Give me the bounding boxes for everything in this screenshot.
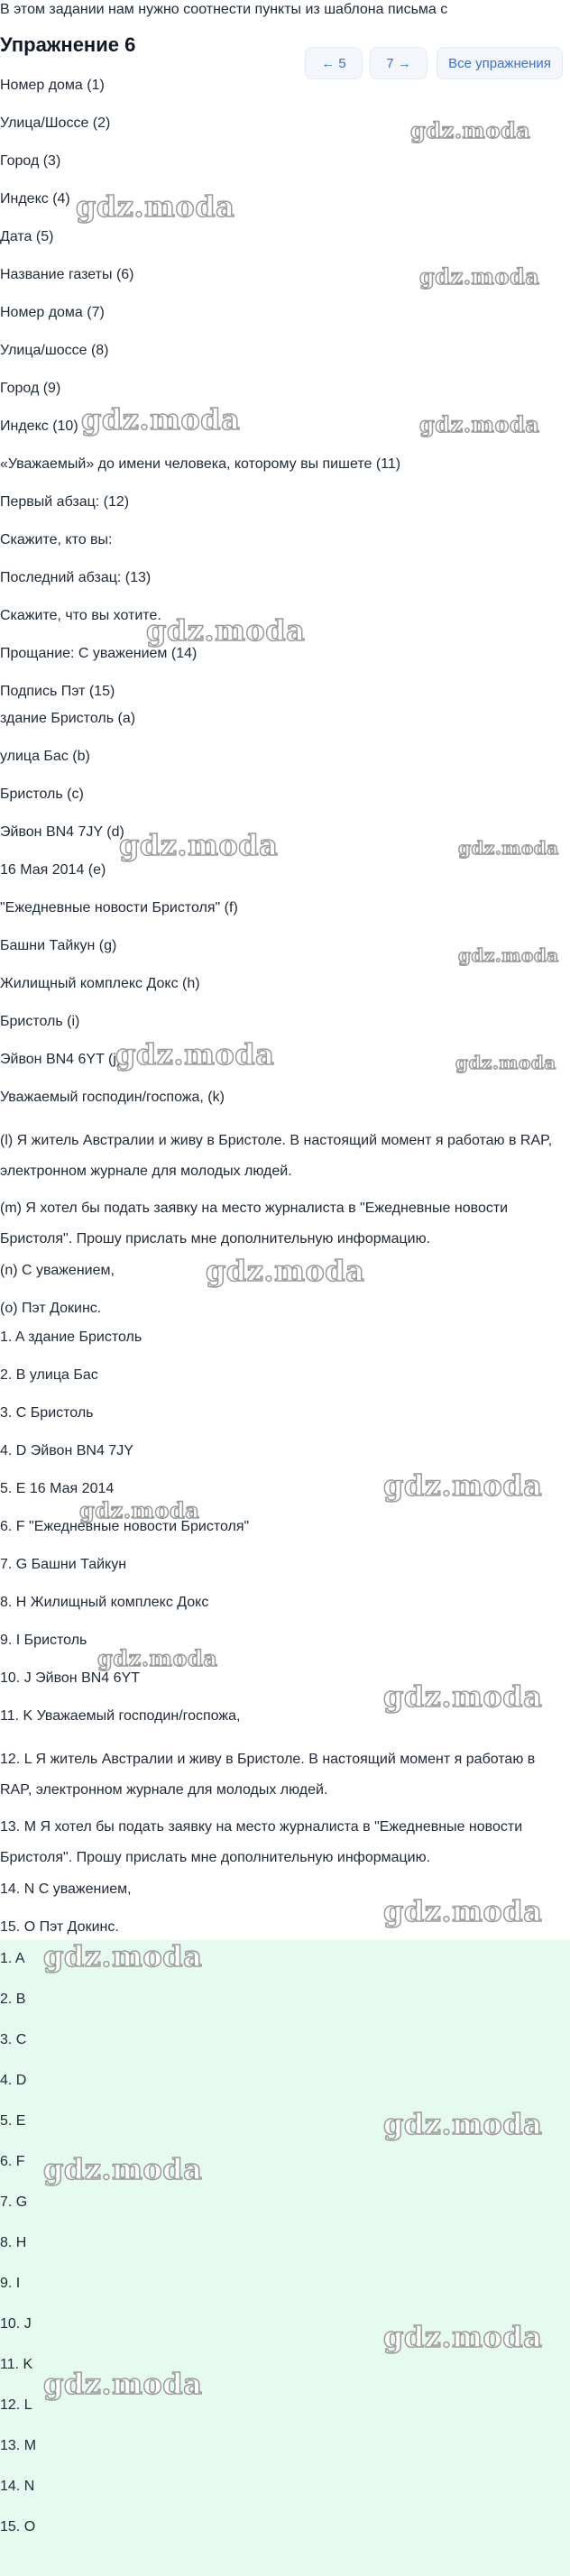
watermark-logo: gdz.moda [383,1894,543,1928]
match-13: 13. M Я хотел бы подать заявку на место журналиста в "Ежедневные новости Бристоля". Прошу прислать мне дополнительную информацию. [0,1819,523,1865]
watermark-logo: gdz.moda [119,828,279,862]
answer-item: 14. N [0,2479,35,2494]
closing-n: (n) С уважением, [0,1263,115,1278]
list-item: Номер дома (7) [0,305,105,320]
list-item: Последний абзац: (13) [0,570,152,585]
answer-item: 10. J [0,2316,32,2332]
answer-item: 13. M [0,2438,37,2453]
all-exercises-button[interactable]: Все упражнения [437,47,563,79]
list-item: 11. K Уважаемый господин/госпожа, [0,1708,241,1724]
watermark-logo: gdz.moda [419,411,540,437]
list-item: 7. G Башни Тайкун [0,1557,127,1572]
watermark-logo: gdz.moda [79,1497,200,1523]
list-item: Жилищный комплекс Докс (h) [0,976,200,991]
answer-item: 9. I [0,2276,21,2291]
list-item: Индекс (4) [0,191,70,207]
watermark-logo: gdz.moda [97,1645,218,1671]
list-item: Первый абзац: (12) [0,494,130,510]
list-item: 5. E 16 Мая 2014 [0,1481,115,1496]
list-item: Уважаемый господин/госпожа, (k) [0,1090,225,1105]
list-item: 1. A здание Бристоль [0,1329,142,1345]
watermark-logo: gdz.moda [458,944,559,966]
list-item: 10. J Эйвон BN4 6YT [0,1670,140,1686]
watermark-logo: gdz.moda [458,837,559,859]
matches-list [0,1328,570,1744]
list-item: Город (9) [0,381,61,396]
list-item: Прощание: С уважением (14) [0,646,198,661]
list-item: Название газеты (6) [0,267,134,282]
list-item: Дата (5) [0,229,54,244]
list-item: «Уважаемый» до имени человека, которому вы пишете (11) [0,456,401,472]
watermark-logo: gdz.moda [43,2367,203,2401]
watermark-logo: gdz.moda [383,2107,543,2141]
answer-item: 6. F [0,2154,25,2169]
answer-item: 2. B [0,1992,26,2007]
intro-text: В этом задании нам нужно соотнести пункты из шаблона письма с [0,2,448,17]
list-item: Номер дома (1) [0,78,105,93]
match-15: 15. O Пэт Докинс. [0,1919,119,1935]
watermark-logo: gdz.moda [383,2320,543,2354]
list-item: Улица/Шоссе (2) [0,115,111,131]
solution-content [0,76,570,1945]
list-item: 3. C Бристоль [0,1405,94,1421]
list-item: Скажите, кто вы: [0,532,113,547]
prev-exercise-button[interactable]: ← 5 [305,47,363,79]
watermark-logo: gdz.moda [115,1037,275,1072]
answer-item: 7. G [0,2194,28,2210]
list-item: 6. F "Ежедневные новости Бристоля" [0,1519,250,1534]
watermark-logo: gdz.moda [81,402,241,437]
watermark-logo: gdz.moda [76,189,235,224]
next-exercise-button[interactable]: 7 → [370,47,428,79]
answer-item: 8. H [0,2235,27,2250]
list-item: Башни Тайкун (g) [0,938,117,953]
closing-o: (o) Пэт Докинс. [0,1301,102,1316]
watermark-logo: gdz.moda [146,613,306,648]
list-item: Подпись Пэт (15) [0,684,115,699]
watermark-logo: gdz.moda [419,263,540,290]
page-title: Упражнение 6 [0,33,136,56]
answer-item: 1. A [0,1951,25,1966]
list-item: улица Бас (b) [0,749,90,764]
watermark-logo: gdz.moda [43,2152,203,2186]
template-list [0,76,570,1126]
list-item: 9. I Бристоль [0,1633,87,1648]
answer-block [0,1940,570,2576]
match-12: 12. L Я житель Австралии и живу в Бристоле. В настоящий момент я работаю в RAP, электронном журнале для молодых людей. [0,1752,536,1798]
exercise-header [0,23,570,71]
watermark-logo: gdz.moda [410,117,531,143]
paragraph-l: (l) Я житель Австралии и живу в Бристоле. В настоящий момент я работаю в RAP, электронном журнале для молодых людей. [0,1133,553,1179]
list-item: Город (3) [0,153,61,169]
match-14: 14. N С уважением, [0,1881,132,1897]
watermark-logo: gdz.moda [383,1468,543,1503]
watermark-logo: gdz.moda [383,1679,543,1714]
watermark-logo: gdz.moda [455,1052,556,1073]
list-item: Индекс (10) [0,419,78,434]
answer-item: 15. O [0,2519,36,2535]
list-item: Эйвон BN4 6YT (j) [0,1052,122,1067]
paragraph-m: (m) Я хотел бы подать заявку на место журналиста в "Ежедневные новости Бристоля". Прошу прислать мне дополнительную информацию. [0,1201,509,1247]
watermark-logo: gdz.moda [43,1939,203,1973]
answer-item: 3. C [0,2032,27,2047]
answer-item: 12. L [0,2397,32,2413]
list-item: 2. B улица Бас [0,1367,98,1383]
answer-item: 11. K [0,2357,33,2372]
watermark-logo: gdz.moda [206,1254,365,1288]
list-item: 16 Мая 2014 (e) [0,862,106,878]
list-item: Бристоль (c) [0,787,84,802]
list-item: Скажите, что вы хотите. [0,608,161,623]
list-item: Бристоль (i) [0,1014,80,1029]
list-item: 4. D Эйвон BN4 7JY [0,1443,133,1458]
list-item: "Ежедневные новости Бристоля" (f) [0,900,238,915]
list-item: здание Бристоль (a) [0,711,136,726]
list-item: 8. H Жилищный комплекс Докс [0,1595,209,1610]
answer-item: 4. D [0,2073,27,2088]
answer-item: 5. E [0,2113,26,2129]
list-item: Эйвон BN4 7JY (d) [0,824,124,840]
list-item: Улица/шоссе (8) [0,343,109,358]
